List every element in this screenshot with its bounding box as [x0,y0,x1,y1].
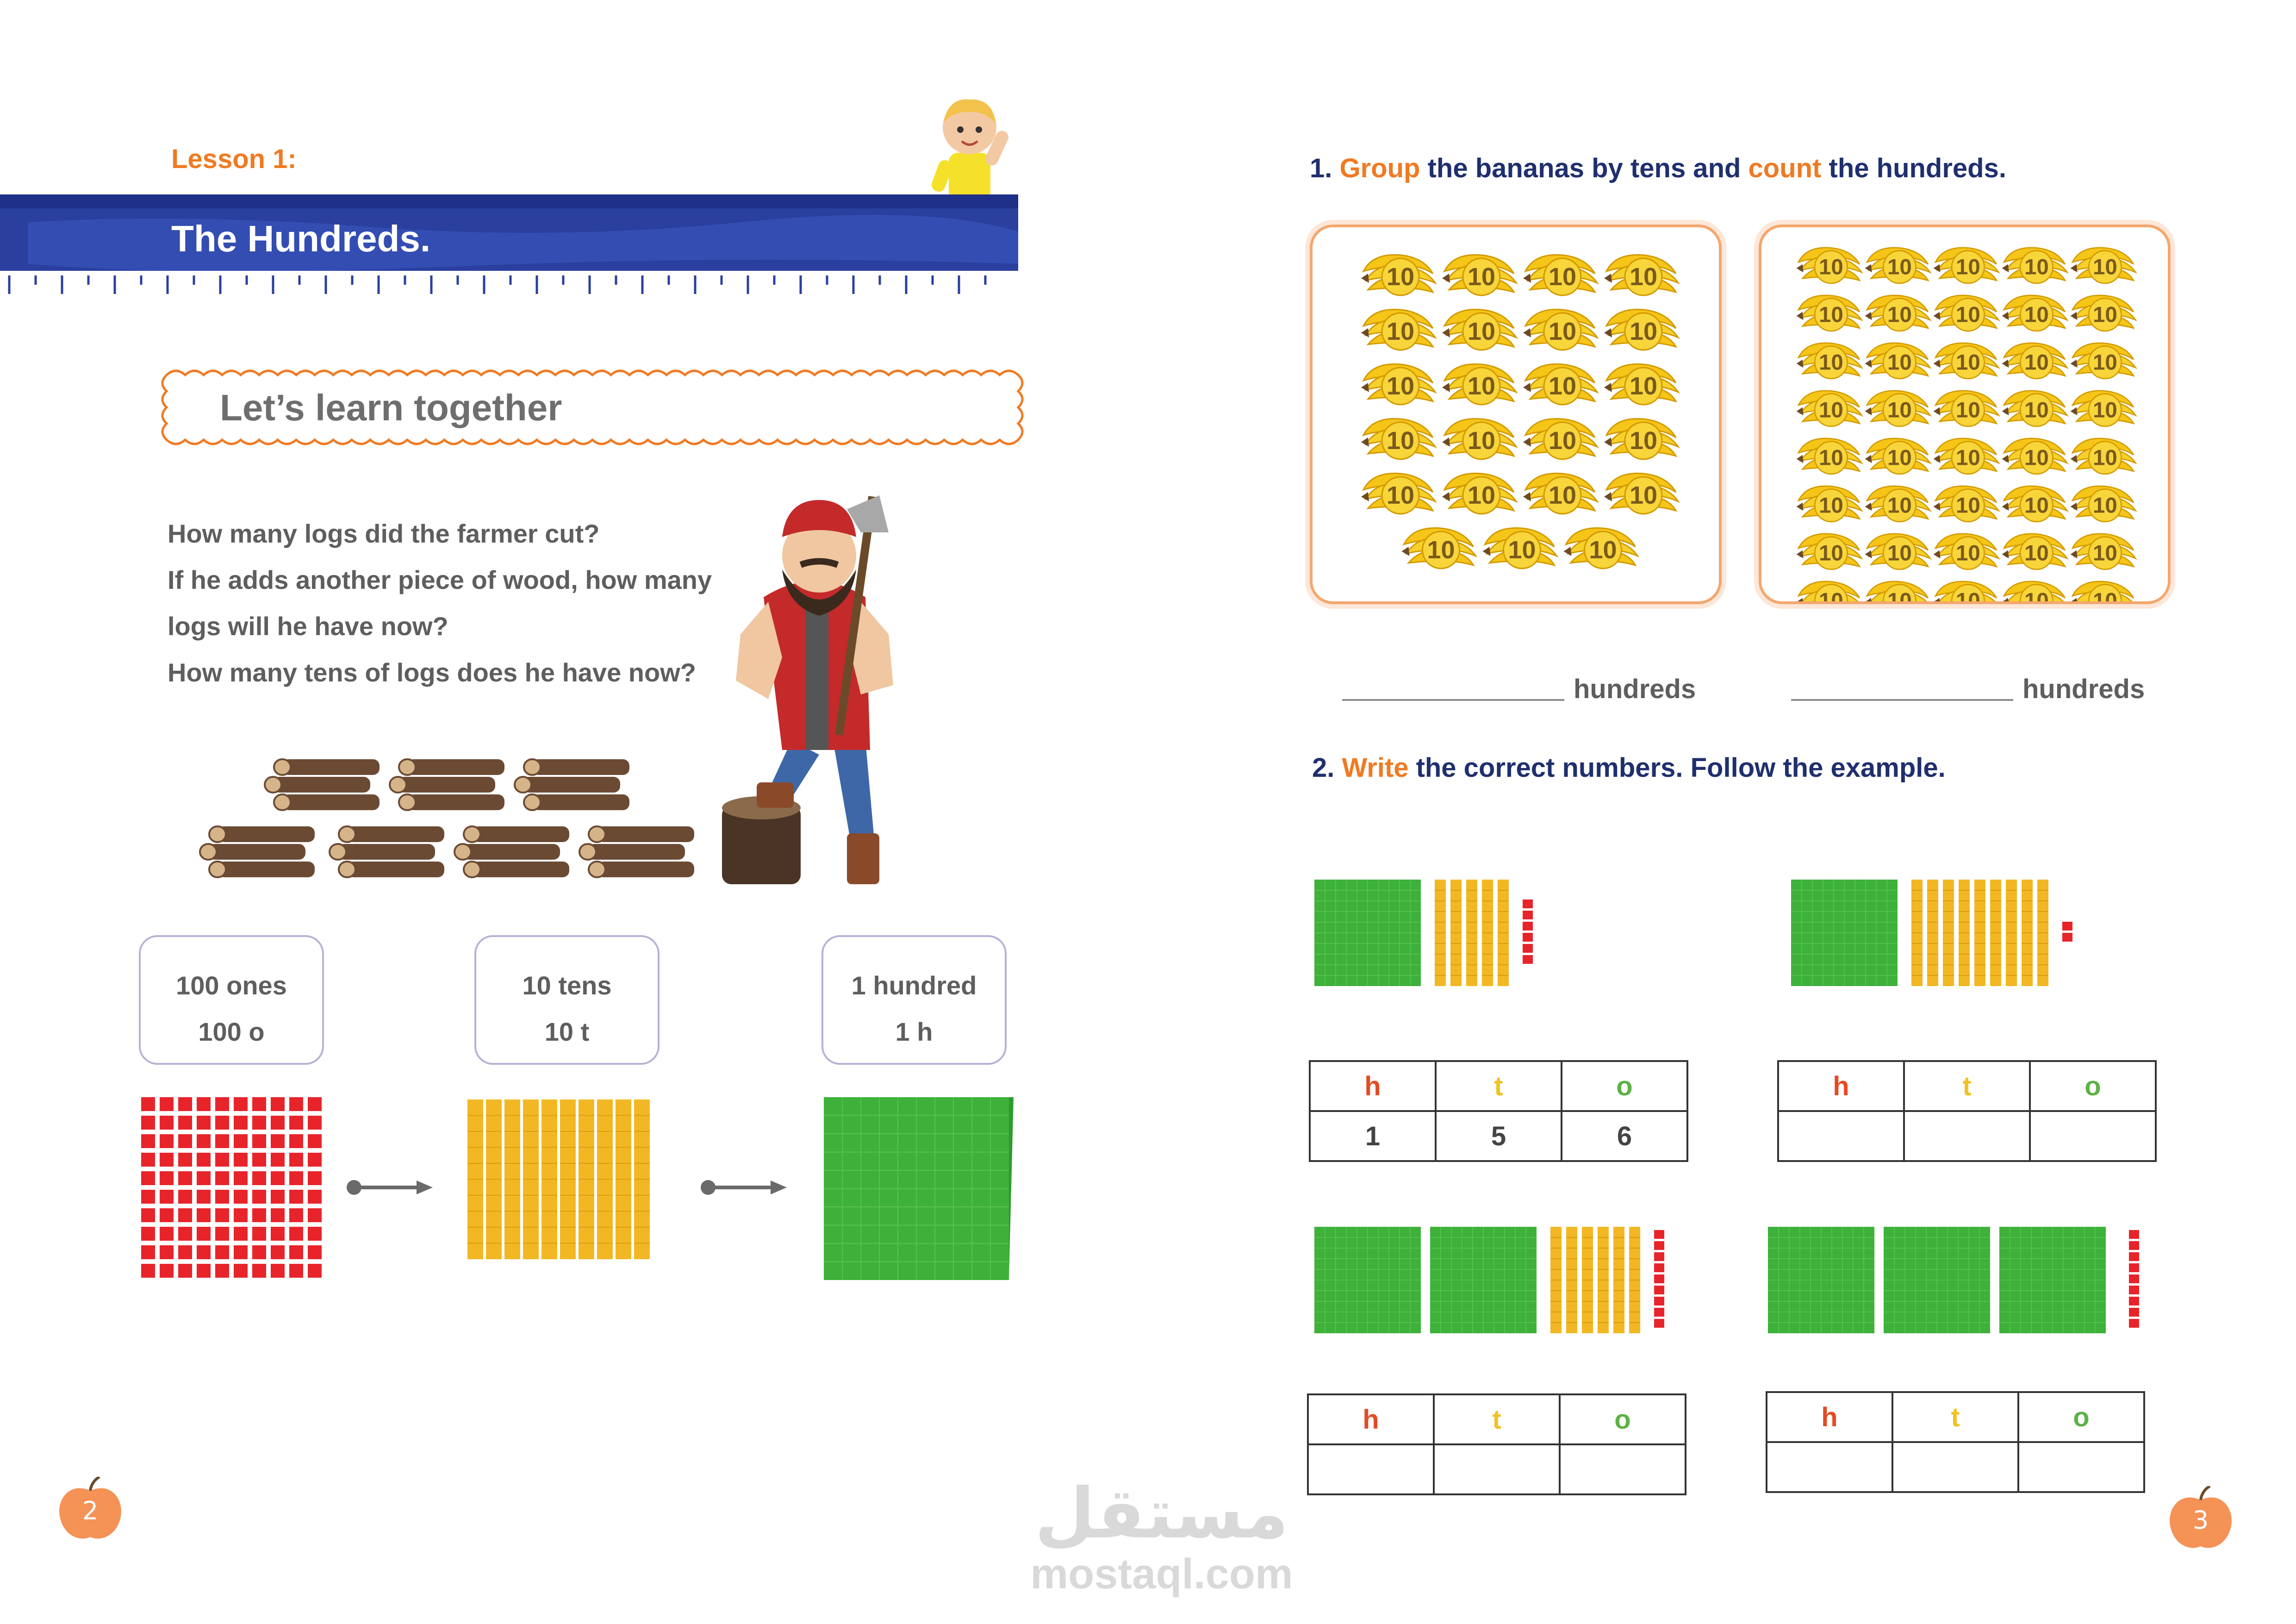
banana-bunch-icon [1523,473,1597,514]
banana-bunch-icon [1934,438,1999,474]
banana-label: 10 [2024,302,2049,327]
ones-box [139,935,324,1065]
banana-bunch-icon [2002,295,2067,331]
ten-rod [1959,880,1970,986]
banana-label: 10 [1887,588,1912,601]
hundred-box [821,935,1007,1065]
exercise-1-instruction: 1. Group the bananas by tens and count the hundreds. [1310,153,2006,183]
watermark-arabic: مستقل [1034,1474,1289,1554]
unit-cube [2062,922,2072,931]
banana-label: 10 [1548,318,1577,345]
model-3 [1310,1218,1726,1343]
banana-bunch-icon [1604,364,1678,405]
banana-label: 10 [1955,541,1980,566]
log-stack [515,759,629,810]
watermark [1009,1474,1314,1598]
unit-cube [1654,1263,1664,1272]
banana-bunch-icon [2002,438,2067,474]
banana-bunch-icon [2071,534,2136,569]
unit-cube [1654,1319,1664,1328]
ten-rod [1550,1227,1562,1333]
header-t: t [1434,1394,1560,1444]
banana-label: 10 [1386,263,1415,291]
answer-cell-o[interactable] [2030,1111,2156,1161]
answer-cell-h[interactable] [1767,1442,1892,1492]
banana-label: 10 [1818,588,1843,601]
place-value-table-2 [1777,1060,2157,1162]
unit-cube [1654,1230,1664,1239]
header-t: t [1892,1392,2018,1442]
banana-label: 10 [1818,445,1843,470]
banana-group-1 [1313,227,1719,601]
log-stack [579,826,694,877]
banana-bunch-icon [1523,309,1597,350]
hundred-flat [1791,880,1898,986]
ten-rod [2006,880,2017,986]
banana-label: 10 [1887,302,1912,327]
banana-bunch-icon [1797,486,1862,522]
banana-bunch-icon [2002,391,2067,426]
banana-bunch-icon [2071,248,2136,283]
unit-cube [1654,1241,1664,1250]
unit-cube [2129,1241,2139,1250]
banana-bunch-icon [1934,534,1999,569]
banana-bunch-icon [1442,309,1516,350]
banana-bunch-icon [1442,473,1516,514]
place-value-table-3 [1307,1393,1686,1495]
logs-illustration [194,750,713,898]
banana-label: 10 [1589,536,1617,564]
title-banner [0,194,1018,296]
banana-bunch-icon [1523,255,1597,295]
banana-label: 10 [1386,318,1415,345]
banana-label: 10 [1629,372,1658,400]
banana-label: 10 [1955,350,1980,375]
banana-label: 10 [1887,255,1912,280]
banana-bunch-icon [1865,438,1930,474]
header-t: t [1436,1061,1562,1111]
ten-rod [1482,880,1493,986]
banana-label: 10 [1818,302,1843,327]
learn-together-heading: Let’s learn together [220,387,562,428]
ten-rod [1598,1227,1609,1333]
tens-box [474,935,660,1065]
banana-bunch-icon [1934,391,1999,426]
unit-cube [1523,911,1533,919]
model-1 [1310,870,1726,995]
answer-cell-h[interactable] [1308,1444,1434,1494]
banana-bunch-icon [1797,534,1862,569]
banana-label: 10 [1955,493,1980,518]
banana-label: 10 [2024,588,2049,601]
watermark-latin: mostaql.com [1030,1550,1293,1598]
header-h: h [1778,1061,1904,1111]
header-o: o [2030,1061,2156,1111]
ten-rod [1613,1227,1624,1333]
banana-bunch-icon [1442,364,1516,405]
model-4 [1763,1218,2180,1343]
log-stack [454,826,569,877]
answer-line-1[interactable] [1342,699,1564,701]
banana-bunch-icon [2002,343,2067,379]
banana-label: 10 [2092,541,2117,566]
unit-cube [2129,1230,2139,1239]
banana-bunch-icon [1865,486,1930,522]
arrow-icon [701,1180,787,1195]
banana-bunch-icon [1361,364,1435,405]
ten-rod [1943,880,1954,986]
ten-rod [1927,880,1938,986]
banana-label: 10 [1955,445,1980,470]
ten-rod [2037,880,2048,986]
banana-bunch-icon [1604,418,1678,459]
banana-label: 10 [1887,398,1912,423]
unit-cube [1654,1274,1664,1283]
unit-cube [1654,1252,1664,1261]
log-stack [200,826,315,877]
banana-label: 10 [1955,255,1980,280]
banana-bunch-icon [1523,418,1597,459]
log-stack [390,759,504,810]
ones-box-line2: 100 o [198,1017,265,1046]
ten-rod [1566,1227,1577,1333]
banana-label: 10 [2024,350,2049,375]
banana-bunch-icon [1934,486,1999,522]
header-o: o [1562,1061,1687,1111]
banana-bunch-icon [1361,418,1435,459]
header-h: h [1308,1394,1434,1444]
banana-bunch-icon [1442,418,1516,459]
banana-label: 10 [1386,427,1415,455]
hundred-box-line2: 1 h [895,1017,933,1046]
banana-bunch-icon [1797,438,1862,474]
answer-cell-h[interactable] [1778,1111,1904,1161]
unit-cube [2129,1252,2139,1261]
banana-label: 10 [1386,372,1415,400]
hundred-flat [1314,1227,1421,1333]
unit-cube [2129,1274,2139,1283]
banana-bunch-icon [1865,581,1930,601]
ten-rod [1974,880,1985,986]
unit-cube [1523,955,1533,964]
lesson-title: The Hundreds. [171,218,431,259]
banana-bunch-icon [2002,581,2067,601]
banana-label: 10 [1548,263,1577,291]
ten-rod [1582,1227,1593,1333]
banana-bunch-icon [1797,295,1862,331]
log-stack [330,826,444,877]
banana-frame-2 [1759,225,2171,604]
cell-o: 6 [1562,1111,1687,1161]
banana-label: 10 [2092,493,2117,518]
place-value-table-example [1309,1060,1688,1162]
banana-label: 10 [2024,255,2049,280]
banana-label: 10 [1955,302,1980,327]
banana-bunch-icon [2071,343,2136,379]
banana-bunch-icon [1361,255,1435,295]
banana-bunch-icon [1865,343,1930,379]
banana-label: 10 [1818,350,1843,375]
ten-rod [1911,880,1923,986]
unit-cube [2129,1297,2139,1305]
base-ten-sequence [139,1093,1018,1287]
banana-label: 10 [2024,541,2049,566]
banana-bunch-icon [2071,438,2136,474]
banana-bunch-icon [1797,391,1862,426]
unit-cube [2129,1263,2139,1272]
hundred-flat [824,1097,1014,1280]
header-t: t [1904,1061,2030,1111]
answer-cell-t[interactable] [1892,1442,2018,1492]
ten-rods-group [467,1099,650,1259]
answer-line-2[interactable] [1791,699,2013,701]
unit-cube [2062,933,2072,942]
ten-rod [1450,880,1462,986]
banana-label: 10 [1467,481,1496,509]
tens-box-line1: 10 tens [522,971,612,1000]
banana-label: 10 [1818,255,1843,280]
banana-bunch-icon [2071,581,2136,601]
banana-label: 10 [1629,318,1658,345]
banana-label: 10 [1467,318,1496,345]
unit-cube [2129,1308,2139,1317]
banana-label: 10 [1386,481,1415,509]
banana-bunch-icon [1865,391,1930,426]
banana-label: 10 [1467,263,1496,291]
header-o: o [2018,1392,2144,1442]
ten-rod [1629,1227,1640,1333]
header-o: o [1560,1394,1686,1444]
banana-label: 10 [2092,445,2117,470]
unit-cube [1523,899,1533,908]
question-line-3: logs will he have now? [168,612,448,641]
arrow-icon [347,1180,433,1195]
banana-label: 10 [2092,588,2117,601]
hundred-flat [1314,880,1421,986]
banana-bunch-icon [1402,528,1476,568]
hundreds-label-2: hundreds [2022,674,2145,704]
banana-label: 10 [1427,536,1455,564]
banana-label: 10 [2092,302,2117,327]
banana-bunch-icon [1361,473,1435,514]
banana-label: 10 [1887,350,1912,375]
page-number-right: 3 [2192,1505,2209,1535]
banana-label: 10 [2024,493,2049,518]
banana-bunch-icon [2002,486,2067,522]
ten-rod [1990,880,2001,986]
banana-label: 10 [2024,445,2049,470]
banana-bunch-icon [1442,255,1516,295]
ten-rod [1498,880,1509,986]
banana-bunch-icon [1934,581,1999,601]
unit-cube [1654,1297,1664,1305]
banana-bunch-icon [2071,486,2136,522]
lesson-label: Lesson 1: [171,144,297,174]
answer-cell-o[interactable] [2018,1442,2144,1492]
hundred-units-grid [141,1097,322,1278]
banana-bunch-icon [1604,255,1678,295]
answer-cell-t[interactable] [1904,1111,2030,1161]
banana-label: 10 [2092,398,2117,423]
banana-bunch-icon [1865,534,1930,569]
banana-label: 10 [1467,372,1496,400]
banana-label: 10 [1548,372,1577,400]
ten-rod [1466,880,1477,986]
banana-label: 10 [1467,427,1496,455]
banana-bunch-icon [2071,391,2136,426]
banana-bunch-icon [1564,528,1638,568]
banana-label: 10 [1887,445,1912,470]
banana-label: 10 [1955,588,1980,601]
hundred-flat [1884,1227,1990,1333]
lumberjack-illustration [713,481,953,889]
banana-bunch-icon [1361,309,1435,350]
cell-t: 5 [1436,1111,1562,1161]
hundred-flat [1430,1227,1537,1333]
banana-label: 10 [1548,481,1577,509]
unit-cube [2129,1319,2139,1328]
banana-label: 10 [2024,398,2049,423]
banana-label: 10 [1818,398,1843,423]
unit-cube [1523,922,1533,931]
banana-label: 10 [1629,263,1658,291]
banana-label: 10 [1887,541,1912,566]
banana-bunch-icon [1523,364,1597,405]
banana-bunch-icon [1797,343,1862,379]
question-line-1: How many logs did the farmer cut? [168,519,600,548]
question-line-2: If he adds another piece of wood, how many [168,565,712,594]
banana-frame-1 [1310,225,1722,604]
place-value-table-4 [1766,1391,2145,1493]
banana-bunch-icon [1604,473,1678,514]
unit-cube [1654,1286,1664,1294]
hundred-flat [1768,1227,1874,1333]
banana-group-2 [1761,227,2168,601]
banana-label: 10 [1818,493,1843,518]
header-h: h [1310,1061,1436,1111]
page-number-left: 2 [82,1496,99,1525]
cell-h: 1 [1310,1111,1436,1161]
banana-bunch-icon [1797,581,1862,601]
model-2 [1786,870,2203,995]
banana-label: 10 [1887,493,1912,518]
banana-bunch-icon [2002,248,2067,283]
hundreds-label-1: hundreds [1574,674,1696,704]
unit-cube [1523,933,1533,942]
ten-rod [1435,880,1446,986]
banana-bunch-icon [1934,343,1999,379]
banana-label: 10 [2092,350,2117,375]
tens-box-line2: 10 t [544,1017,590,1046]
unit-cube [1654,1308,1664,1317]
banana-label: 10 [1629,427,1658,455]
banana-bunch-icon [1934,248,1999,283]
hundred-flat [1999,1227,2106,1333]
banana-bunch-icon [2002,534,2067,569]
log-stack [265,759,380,810]
banana-bunch-icon [2071,295,2136,331]
hundred-box-line1: 1 hundred [851,971,977,1000]
question-line-4: How many tens of logs does he have now? [168,658,696,687]
banana-bunch-icon [1934,295,1999,331]
banana-bunch-icon [1865,295,1930,331]
banana-bunch-icon [1865,248,1930,283]
banana-label: 10 [1508,536,1536,564]
banana-label: 10 [2092,255,2117,280]
exercise-2-instruction: 2. Write the correct numbers. Follow the example. [1312,753,1946,783]
banana-label: 10 [1955,398,1980,423]
answer-cell-t[interactable] [1434,1444,1560,1494]
ones-box-line1: 100 ones [176,971,287,1000]
banana-bunch-icon [1604,309,1678,350]
header-h: h [1767,1392,1892,1442]
unit-cube [2129,1286,2139,1294]
ten-rod [2022,880,2033,986]
answer-cell-o[interactable] [1560,1444,1686,1494]
banana-label: 10 [1818,541,1843,566]
banana-label: 10 [1629,481,1658,509]
banana-bunch-icon [1797,248,1862,283]
unit-cube [1523,944,1533,953]
banana-bunch-icon [1483,528,1557,568]
banana-label: 10 [1548,427,1577,455]
